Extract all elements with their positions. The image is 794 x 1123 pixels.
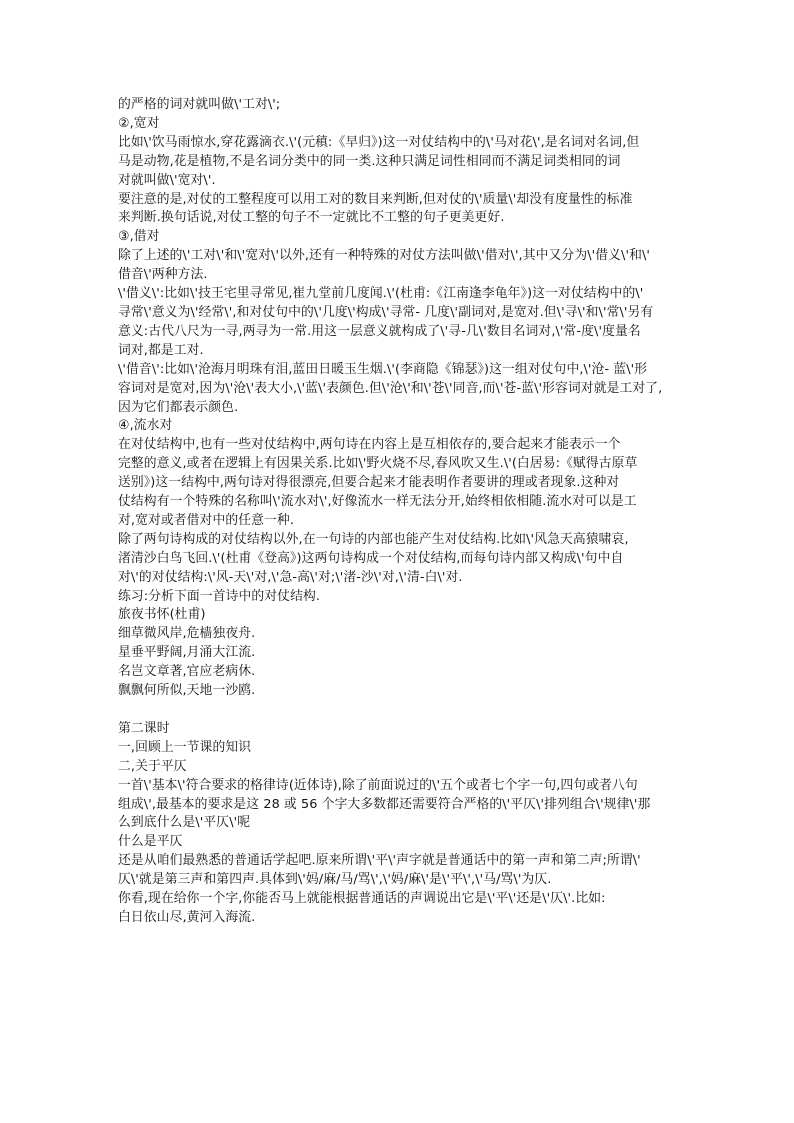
exercise-prompt: 练习:分析下面一首诗中的对仗结构.	[118, 588, 321, 604]
text-line: 比如\'饮马雨惊水,穿花露滴衣.\'(元稹:《早归》)这一对仗结构中的\'马对花\',是名词对名词,但	[118, 134, 640, 150]
poem-line: 飘飘何所似,天地一沙鸥.	[118, 683, 256, 699]
text-line: 因为它们都表示颜色.	[118, 399, 239, 415]
text-line: 一首\'基本\'符合要求的格律诗(近体诗),除了前面说过的\'五个或者七个字一句,四句或者八句	[118, 777, 638, 793]
section-heading: ③,借对	[118, 229, 160, 245]
text-line: 你看,现在给你一个字,你能否马上就能根据普通话的声调说出它是\'平\'还是\'仄\'.比如:	[118, 891, 606, 907]
section-heading: ④,流水对	[118, 418, 173, 434]
text-line: \'借音\':比如\'沧海月明珠有泪,蓝田日暖玉生烟.\'(李商隐《锦瑟》)这一组对仗句中,\'沧- 蓝\'形	[118, 361, 648, 377]
text-line: 渚清沙白鸟飞回.\'(杜甫《登高》)这两句诗构成一个对仗结构,而每句诗内部又构成\'句中自	[118, 550, 624, 566]
section-heading: ②,宽对	[118, 115, 160, 131]
text-line: 组成\',最基本的要求是这 28 或 56 个字大多数都还需要符合严格的\'平仄\'排列组合\'规律\'那	[118, 796, 651, 812]
text-line: 马是动物,花是植物,不是名词分类中的同一类.这种只满足词性相同而不满足词类相同的词	[118, 153, 621, 169]
poem-line: 细草微风岸,危樯独夜舟.	[118, 626, 256, 642]
poem-line: 名岂文章著,官应老病休.	[118, 664, 256, 680]
text-line: 对\'的对仗结构:\'风-天\'对,\'急-高\'对;\'渚-沙\'对,\'清-白\'对.	[118, 569, 463, 585]
text-line: 借音\'两种方法.	[118, 267, 208, 283]
text-line: 么到底什么是\'平仄\'呢	[118, 815, 251, 831]
text-line: 仗结构有一个特殊的名称叫\'流水对\',好像流水一样无法分开,始终相依相随.流水对可以是工	[118, 494, 637, 510]
blank-line	[118, 701, 688, 720]
text-line: 对,宽对或者借对中的任意一种.	[118, 512, 294, 528]
text-line: \'借义\':比如\'技王宅里寻常见,崔九堂前几度闻.\'(杜甫:《江南逢李龟年》)这一对仗结构中的\'	[118, 286, 644, 302]
text-line: 在对仗结构中,也有一些对仗结构中,两句诗在内容上是互相依存的,要合起来才能表示一个	[118, 437, 621, 453]
poem-line: 白日依山尽,黄河入海流.	[118, 909, 256, 925]
text-line: 除了两句诗构成的对仗结构以外,在一句诗的内部也能产生对仗结构.比如\'风急天高猿啸哀,	[118, 531, 629, 547]
text-line: 除了上述的\'工对\'和\'宽对\'以外,还有一种特殊的对仗方法叫做\'借对\',其中又分为\'借义\'和\'	[118, 248, 650, 264]
text-line: 完整的意义,或者在逻辑上有因果关系.比如\'野火烧不尽,春风吹又生.\'(白居易:《赋得古原草	[118, 456, 638, 472]
poem-title: 旅夜书怀(杜甫)	[118, 607, 206, 623]
section-heading: 二,关于平仄	[118, 758, 187, 774]
text-line: 还是从咱们最熟悉的普通话学起吧.原来所谓\'平\'声字就是普通话中的第一声和第二声;所谓\'	[118, 853, 641, 869]
text-line: 意义:古代八尺为一寻,两寻为一常.用这一层意义就构成了\'寻-几\'数目名词对,\'常-度\'度量名	[118, 323, 641, 339]
poem-line: 星垂平野阔,月涌大江流.	[118, 645, 256, 661]
text-line: 容词对是宽对,因为\'沧\'表大小,\'蓝\'表颜色.但\'沧\'和\'苍\'同音,而\'苍-蓝\'形容词对就是工对了,	[118, 380, 663, 396]
text-line: 要注意的是,对仗的工整程度可以用工对的数目来判断,但对仗的\'质量\'却没有度量性的标准	[118, 191, 633, 207]
text-line: 的严格的词对就叫做\'工对\';	[118, 97, 281, 112]
text-line: 词对,都是工对.	[118, 342, 204, 358]
section-heading: 一,回顾上一节课的知识	[118, 739, 252, 755]
lesson-heading: 第二课时	[118, 720, 170, 736]
text-line: 来判断.换句话说,对仗工整的句子不一定就比不工整的句子更美更好.	[118, 210, 505, 226]
document-body	[118, 96, 688, 928]
section-heading: 什么是平仄	[118, 834, 183, 850]
text-line: 寻常\'意义为\'经常\',和对仗句中的\'几度\'构成\'寻常- 几度\'副词对,是宽对.但\'寻\'和\'常\'另有	[118, 304, 654, 320]
text-line: 送别》)这一结构中,两句诗对得很漂亮,但要合起来才能表明作者要讲的理或者现象.这种对	[118, 475, 620, 491]
text-line: 仄\'就是第三声和第四声.具体到\'妈/麻/马/骂\',\'妈/麻\'是\'平\',\'马/骂\'为仄.	[118, 872, 552, 888]
text-line: 对就叫做\'宽对\'.	[118, 172, 216, 188]
